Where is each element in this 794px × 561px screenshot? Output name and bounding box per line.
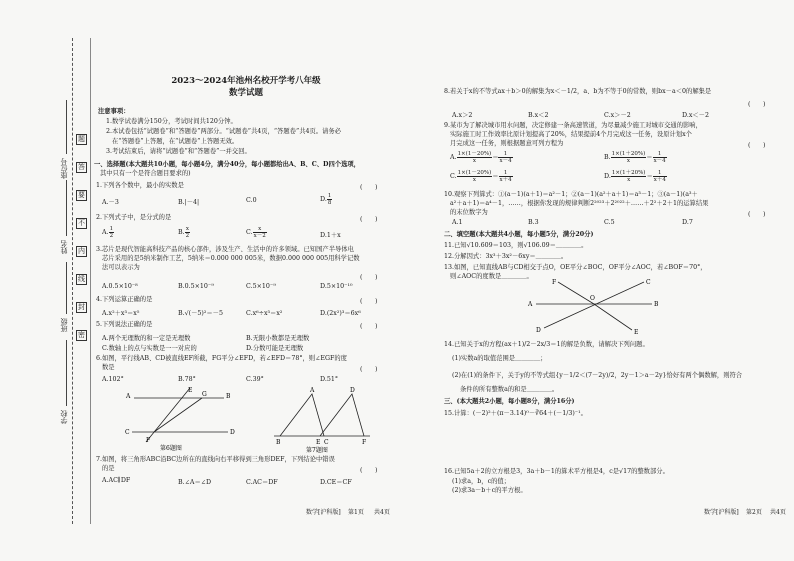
answer-bracket[interactable]: ( ) [360, 184, 378, 191]
q4-option-d: D.(2x²)³＝6x⁶ [320, 310, 361, 317]
question-16-stem: 16.已知5a＋2的立方根是3，3a＋b－1的算术平方根是4，c是√17的整数部分。 [444, 468, 669, 475]
label-g: G [202, 391, 207, 398]
footer-page: 第1页 [348, 509, 364, 516]
q3-option-b: B.0.5×10⁻⁹ [178, 283, 214, 290]
question-6-line: 6.如图，平行线AB、CD被直线EF所截，FG平分∠EFD，若∠EFD＝78°，则∠EGF的度 [96, 355, 347, 362]
seal-char: 题 [78, 135, 85, 143]
label-b: B [654, 301, 659, 308]
footer-subject: 数学[沪科版] [704, 509, 739, 516]
question-1-stem: 1.下列各个数中，最小的实数是 [96, 182, 184, 189]
figure-7-caption: 第7题图 [306, 447, 328, 454]
label-c: C [324, 439, 329, 446]
figure-7 [274, 387, 370, 454]
label-a: A [528, 301, 533, 308]
q7-option-a: A.AC∥DF [102, 477, 131, 484]
q1-option-b: B.|－4| [178, 199, 200, 206]
triangle-abc [280, 394, 324, 436]
answer-bracket[interactable]: ( ) [748, 142, 766, 149]
q6-option-b: B.78° [178, 376, 196, 383]
label-d: D [230, 429, 235, 436]
figures-6-7 [124, 386, 394, 454]
q2-option-c: C. $\frac{x}{x-2}$ [246, 226, 266, 239]
answer-bracket[interactable]: ( ) [360, 366, 378, 373]
label-d: D [350, 387, 355, 394]
answer-bracket[interactable]: ( ) [748, 211, 766, 218]
note-line: 3.考试结束后，请将“试题卷”和“答题卷”一并交回。 [106, 148, 251, 155]
question-16-part-2: (2)求3a－b＋c的平方根。 [452, 487, 527, 494]
q5-option-b: B.无限小数都是无理数 [246, 335, 310, 342]
label-a: A [310, 387, 315, 394]
exam-subject-title: 数学试题 [228, 88, 263, 98]
q4-option-c: C.x⁶÷x³＝x² [246, 310, 283, 317]
page-2 [404, 0, 794, 561]
label-f: F [552, 279, 557, 286]
question-10-line: a²＋a＋1)＝a⁴－1，……，根据你发现的规律判断2²⁰²³＋2²⁰²²＋……＋2²＋2＋1的运算结果 [450, 200, 709, 207]
seat-number-blank[interactable] [66, 100, 67, 154]
question-12: 12.分解因式：3x³＋3x²－6xy＝＿＿＿＿。 [444, 253, 568, 260]
figure-6-caption: 第6题图 [160, 445, 182, 452]
answer-bracket[interactable]: ( ) [360, 323, 378, 330]
q9-option-d: D. $\frac{1\times(1+20\%)}{x}$ ＝ $\frac{1}{x+4}$ [604, 170, 666, 183]
q1-option-c: C.0 [246, 197, 257, 204]
question-7-line: 的是 [102, 465, 115, 472]
question-14-part-1: (1)实数a的取值范围是＿＿＿＿； [452, 355, 547, 362]
question-3-line: 3.芯片是现代智能高科技产品的核心部件，涉及生产、生活中的许多领域。已知国产半导体电 [96, 246, 354, 253]
q5-option-a: A.两个无理数的和一定是无理数 [102, 335, 191, 342]
question-7-line: 7.如图，将三角形ABC沿BC边所在的直线向右平移得到三角形DEF，下列结论中错误 [96, 456, 335, 463]
question-10-line: 的末位数字为 [450, 209, 488, 216]
line-ef [146, 387, 193, 442]
q6-option-d: D.51° [320, 376, 338, 383]
q10-option-a: A.1 [452, 219, 463, 226]
school-blank[interactable] [66, 340, 67, 406]
label-b: B [276, 439, 281, 446]
section-3-header: 三、(本大题共2小题，每小题8分，满分16分) [444, 398, 575, 405]
label-e: E [188, 387, 193, 394]
q4-option-a: A.x²＋x³＝x⁵ [102, 310, 140, 317]
q6-option-c: C.39° [246, 376, 264, 383]
note-line: 1.数学试卷满分150分，考试时间共120分钟。 [106, 118, 237, 125]
note-line: 在“答题卷”上答题，在“试题卷”上答题无效。 [112, 138, 239, 145]
name-blank[interactable] [66, 180, 67, 236]
answer-bracket[interactable]: ( ) [360, 216, 378, 223]
question-3-line: 芯片采用的是5纳米制作工艺，5纳米＝0.000 000 005米，数据0.000 000 005用科学记数 [102, 255, 360, 262]
q6-option-a: A.102° [102, 376, 124, 383]
seal-char: 密 [78, 331, 85, 339]
footer-subject: 数学[沪科版] [306, 509, 341, 516]
question-3-line: 法可以表示为 [102, 264, 140, 271]
line-cd [544, 282, 644, 328]
q7-option-c: C.AC＝DF [246, 479, 278, 486]
question-5-stem: 5.下列说法正确的是 [96, 321, 153, 328]
question-10-line: 10.观察下列算式：①(a－1)(a＋1)＝a²－1；②(a－1)(a²＋a＋1)＝a³－1；③(a－1)(a³＋ [444, 191, 698, 198]
q8-option-d: D.x＜－2 [682, 112, 709, 119]
section-2-header: 二、填空题(本大题共4小题，每小题5分，满分20分) [444, 231, 594, 238]
question-11: 11.已知√10.609＝103，则√106.09＝＿＿＿＿。 [444, 242, 588, 249]
question-2-stem: 2.下列式子中，是分式的是 [96, 214, 172, 221]
q3-option-c: C.5×10⁻⁹ [246, 283, 276, 290]
question-15: 15.计算：(－2)²＋(π－3.14)⁰－∛64＋(－1/3)⁻¹。 [444, 410, 587, 417]
label-e: E [316, 439, 321, 446]
label-c: C [646, 279, 651, 286]
class-label: 班级 [60, 318, 68, 332]
footer-total: 共4页 [770, 509, 786, 516]
binding-margin [0, 0, 92, 561]
q9-option-a: A. $\frac{1\times(1-20\%)}{x}$ ＝ $\frac{1}{x-4}$ [450, 151, 512, 164]
question-4-stem: 4.下列运算正确的是 [96, 296, 153, 303]
q5-option-d: D.分数可能是无理数 [246, 345, 304, 352]
answer-bracket[interactable]: ( ) [360, 298, 378, 305]
q9-option-b: B. $\frac{1\times(1+20\%)}{x}$ ＝ $\frac{1}{x-4}$ [604, 151, 666, 164]
notes-title: 注意事项： [98, 108, 130, 115]
label-f: F [362, 439, 367, 446]
q10-option-c: C.5 [604, 219, 615, 226]
label-e: E [634, 329, 639, 336]
q2-option-d: D.1＋x [320, 232, 341, 239]
q9-option-c: C. $\frac{1\times(1-20\%)}{x}$ ＝ $\frac{1}{x+4}$ [450, 170, 512, 183]
label-d: D [536, 327, 541, 334]
q1-option-a: A.－3 [102, 199, 119, 206]
seal-char: 答 [78, 163, 85, 171]
question-16-part-1: (1)求a，b，c的值； [452, 478, 511, 485]
seal-char: 要 [78, 191, 85, 199]
answer-bracket[interactable]: ( ) [360, 467, 378, 474]
seal-char: 线 [78, 275, 85, 283]
binding-dashed-line [72, 38, 73, 524]
q1-option-d: D. $\frac{1}{8}$ [320, 193, 332, 206]
exam-title: 2023～2024年池州名校开学考八年级 [171, 76, 321, 86]
triangle-def [320, 394, 364, 436]
page-1 [92, 0, 400, 561]
question-13-line: 13.如图，已知直线AB与CD相交于点O，OE平分∠BOC，OF平分∠AOC，若∠BOF＝70°， [444, 264, 707, 271]
question-9-line: 实际施工时工作效率比原计划提高了20%，结果提前4个月完成这一任务，设原计划x个 [450, 131, 692, 138]
answer-bracket[interactable]: ( ) [748, 101, 766, 108]
label-c: C [125, 429, 130, 436]
question-14-stem: 14.已知关于x的方程(ax＋1)/2－2x/3＝1的解是负数，请解决下列问题。 [444, 341, 649, 348]
q7-option-b: B.∠A＝∠D [178, 479, 212, 486]
figure-13 [524, 278, 664, 336]
seal-char: 不 [78, 219, 85, 227]
question-9-line: 月完成这一任务，则根据题意可列方程为 [450, 140, 564, 147]
q8-option-a: A.x＞2 [452, 112, 473, 119]
answer-bracket[interactable]: ( ) [360, 274, 378, 281]
school-label: 学校 [60, 410, 68, 424]
q5-option-c: C.数轴上的点与实数是一一对应的 [102, 345, 197, 352]
question-9-line: 9.某市为了解决城市用水问题，决定修建一条高速管道，为尽量减少施工对城市交通的影响， [444, 122, 702, 129]
q3-option-a: A.0.5×10⁻⁸ [102, 283, 138, 290]
binding-solid-line [90, 38, 91, 524]
q3-option-d: D.5×10⁻¹⁰ [320, 283, 353, 290]
q8-option-c: C.x＞－2 [604, 112, 631, 119]
section-1-header: 一、选择题(本大题共10小题，每小题4分，满分40分，每小题都给出A、B、C、D四个选项， [94, 161, 360, 168]
seal-char: 内 [78, 247, 85, 255]
q8-option-b: B.x＜2 [528, 112, 549, 119]
seal-char: 封 [78, 303, 85, 311]
class-blank[interactable] [66, 262, 67, 314]
footer-page: 第2页 [746, 509, 762, 516]
q10-option-d: D.7 [682, 219, 693, 226]
question-6-line: 数是 [102, 364, 115, 371]
q2-option-b: B. $\frac{x}{2}$ [178, 226, 190, 239]
ray-of [558, 282, 594, 304]
section-1-header-cont: 其中只有一个是符合题目要求的) [100, 170, 191, 177]
question-14-part-2: (2)在(1)的条件下，关于y的不等式组{y－1/2＜(7－2y)/2，2y－1＞a－2y}恰好有两个偶数解，则符合 [452, 372, 743, 379]
question-13-line: 则∠AOC的度数是＿＿＿＿。 [450, 273, 533, 280]
ray-oe [594, 304, 632, 330]
figure-6 [125, 387, 235, 452]
label-b: B [226, 393, 231, 400]
label-o: O [590, 295, 595, 302]
question-14-part-2-cont: 条件的所有整数a的和是＿＿＿＿。 [460, 386, 559, 393]
name-label: 姓名 [60, 240, 68, 254]
q10-option-b: B.3 [528, 219, 539, 226]
label-a: A [126, 393, 131, 400]
note-line: 2.本试卷包括“试题卷”和“答题卷”两部分。“试题卷”共4页，“答题卷”共4页。请务必 [106, 128, 341, 135]
q4-option-b: B.√(－5)²＝－5 [178, 310, 223, 317]
footer-total: 共4页 [374, 509, 390, 516]
label-f: F [146, 437, 151, 444]
q2-option-a: A. $\frac{1}{2}$ [102, 226, 114, 239]
q7-option-d: D.CE＝CF [320, 479, 352, 486]
question-8-stem: 8.若关于x的不等式ax＋b＞0的解集为x＜－1/2，a、b为不等于0的常数，则bx－a＜0的解集是 [444, 88, 712, 95]
seat-number-label: 座位号 [60, 158, 68, 179]
